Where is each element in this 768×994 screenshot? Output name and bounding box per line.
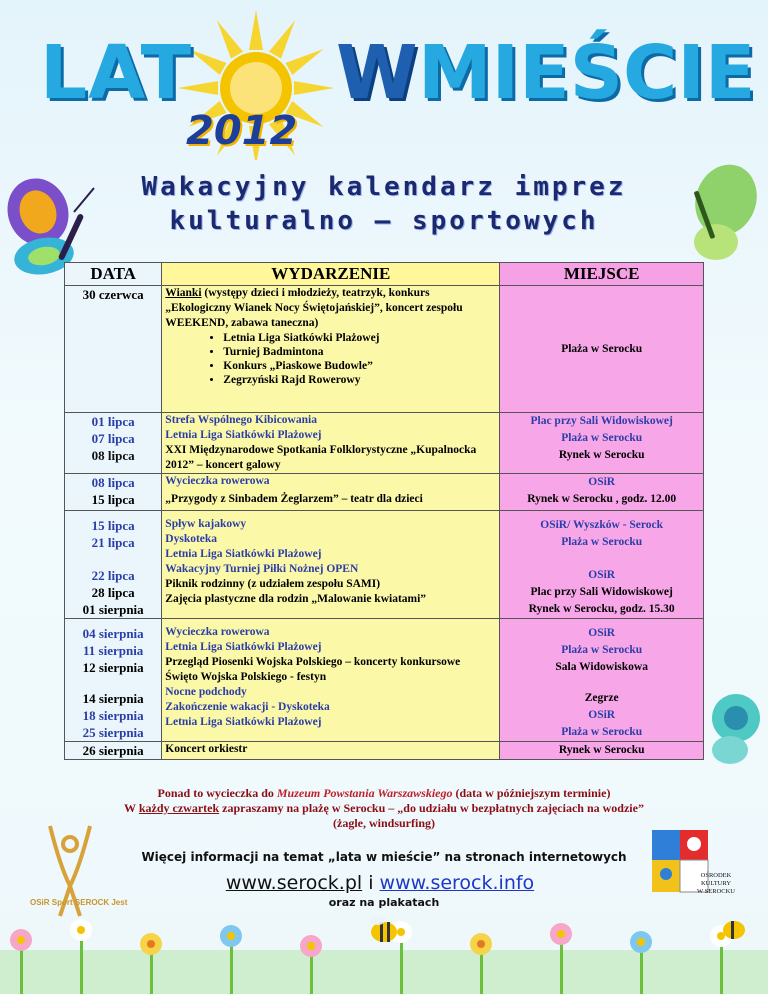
list-item: • Zegrzyński Rajd Rowerowy xyxy=(223,373,496,387)
date: 14 sierpnia xyxy=(82,691,144,706)
note-text: Ponad to wycieczka do xyxy=(157,786,277,800)
event: Nocne podchody xyxy=(165,686,247,698)
event: Letnia Liga Siatkówki Plażowej xyxy=(165,716,322,728)
event: Przegląd Piosenki Wojska Polskiego – koncerty konkursowe xyxy=(165,656,461,668)
banner xyxy=(0,0,768,160)
event: Koncert orkiestr xyxy=(165,743,248,755)
date: 11 sierpnia xyxy=(82,643,144,658)
event-cell xyxy=(162,742,500,760)
event: Święto Wojska Polskiego - festyn xyxy=(165,671,327,683)
table-row xyxy=(65,413,704,474)
event: XXI Międzynarodowe Spotkania Folklorystyczne „Kupalnocka 2012” – koncert galowy xyxy=(165,444,477,471)
place: Plac przy Sali Widowiskowej xyxy=(530,415,673,427)
note-line-2 xyxy=(40,801,728,816)
table-row xyxy=(65,474,704,511)
event: Wakacyjny Turniej Piłki Nożnej OPEN xyxy=(165,563,359,575)
header-date: DATA xyxy=(65,263,162,286)
osir-tag: Sport SEROCK Jest xyxy=(51,898,128,907)
flower-border-icon xyxy=(0,910,768,994)
place-cell xyxy=(500,619,704,742)
ok-line: OŚRODEK xyxy=(700,872,732,879)
date: 25 sierpnia xyxy=(82,725,144,740)
place: OSiR xyxy=(588,476,616,488)
date: 01 sierpnia xyxy=(82,602,144,617)
date-cell xyxy=(65,413,162,474)
events-table xyxy=(64,262,704,760)
place: Sala Widowiskowa xyxy=(555,661,648,673)
osir-logo-text xyxy=(30,898,127,907)
event-cell xyxy=(162,474,500,511)
osrodek-kultury-label xyxy=(688,872,744,896)
event: Letnia Liga Siatkówki Plażowej xyxy=(165,548,322,560)
date: 08 lipca xyxy=(91,448,135,463)
date: 30 czerwca xyxy=(82,287,144,302)
place: Zegrze xyxy=(584,692,619,704)
event: „Przygody z Sinbadem Żeglarzem” – teatr dla dzieci xyxy=(165,493,423,505)
place-cell xyxy=(500,413,704,474)
date: 26 sierpnia xyxy=(82,743,144,758)
event: Zakończenie wakacji - Dyskoteka xyxy=(165,701,330,713)
notes xyxy=(40,786,728,831)
place: OSiR xyxy=(588,569,616,581)
date: 07 lipca xyxy=(91,431,135,446)
date-cell xyxy=(65,286,162,413)
place: Plac przy Sali Widowiskowej xyxy=(530,586,673,598)
place: OSiR xyxy=(588,709,616,721)
place: OSiR xyxy=(588,627,616,639)
bee-icon xyxy=(371,915,397,942)
date: 15 lipca xyxy=(91,492,135,507)
place: Rynek w Serocku , godz. 12.00 xyxy=(527,493,677,505)
date: 15 lipca xyxy=(91,518,135,533)
table-row xyxy=(65,511,704,619)
note-text: W xyxy=(124,801,139,815)
place: Plaża w Serocku xyxy=(561,342,643,355)
event-description: (występy dzieci i młodzieży, teatrzyk, konkurs „Ekologiczny Wianek Nocy Świętojańskiej”, koncert zespołu WEEKEND, zabawa taneczna) xyxy=(165,287,463,329)
note-text: zapraszamy na plażę w Serocku – „do udziału w bezpłatnych zajęciach na wodzie” xyxy=(219,801,644,815)
logo-miescie: MIEŚCIE xyxy=(418,30,756,116)
date-cell xyxy=(65,742,162,760)
info-links xyxy=(180,872,580,894)
list-item: • Turniej Badmintona xyxy=(223,345,496,359)
place: Plaża w Serocku xyxy=(561,644,643,656)
info-footer: oraz na plakatach xyxy=(328,896,440,909)
date: 08 lipca xyxy=(91,475,135,490)
link-separator: i xyxy=(362,872,380,894)
date: 22 lipca xyxy=(91,568,135,583)
date: 01 lipca xyxy=(91,414,135,429)
date-cell xyxy=(65,474,162,511)
event: Dyskoteka xyxy=(165,533,218,545)
table-row xyxy=(65,619,704,742)
note-text: (data w późniejszym terminie) xyxy=(452,786,611,800)
event: Spływ kajakowy xyxy=(165,518,247,530)
place: OSiR/ Wyszków - Serock xyxy=(540,519,664,531)
event: Zajęcia plastyczne dla rodzin „Malowanie kwiatami” xyxy=(165,593,427,605)
butterfly-icon-small xyxy=(706,690,766,770)
event-cell xyxy=(162,413,500,474)
butterfly-icon-right xyxy=(676,150,766,270)
note-emphasis: każdy czwartek xyxy=(138,801,220,815)
place: Rynek w Serocku xyxy=(558,449,645,461)
ok-line: W SEROCKU xyxy=(697,888,735,895)
info-text: Więcej informacji na temat „lata w mieście” na stronach internetowych xyxy=(141,850,627,864)
table-row xyxy=(65,742,704,760)
date-cell xyxy=(65,619,162,742)
logo-w: W xyxy=(336,30,418,116)
place-cell xyxy=(500,474,704,511)
sub-event-list xyxy=(165,331,496,387)
date: 04 sierpnia xyxy=(82,626,144,641)
list-item: • Konkurs „Piaskowe Budowle” xyxy=(223,359,496,373)
header-place: MIEJSCE xyxy=(500,263,704,286)
event-cell xyxy=(162,511,500,619)
event-title: Wianki xyxy=(165,287,202,299)
event-cell xyxy=(162,286,500,413)
ok-line: KULTURY xyxy=(700,880,732,887)
table-row xyxy=(65,286,704,413)
place: Plaża w Serocku xyxy=(561,432,643,444)
osir-brand: OSiR xyxy=(30,898,50,907)
event-cell xyxy=(162,619,500,742)
page-title xyxy=(100,170,668,238)
date: 18 sierpnia xyxy=(82,708,144,723)
date-cell xyxy=(65,511,162,619)
place: Plaża w Serocku xyxy=(561,726,643,738)
place: Plaża w Serocku xyxy=(561,536,643,548)
place: Rynek w Serocku, godz. 15.30 xyxy=(528,603,675,615)
museum-name: Muzeum Powstania Warszawskiego xyxy=(276,786,453,800)
header-event: WYDARZENIE xyxy=(162,263,500,286)
link-serock-info[interactable]: www.serock.info xyxy=(379,872,535,894)
title-line-2: kulturalno – sportowych xyxy=(169,206,599,236)
event: Letnia Liga Siatkówki Plażowej xyxy=(165,429,322,441)
date: 28 lipca xyxy=(91,585,135,600)
place: Rynek w Serocku xyxy=(558,744,645,756)
link-serock-pl[interactable]: www.serock.pl xyxy=(225,872,363,894)
date: 12 sierpnia xyxy=(82,660,144,675)
event: Piknik rodzinny (z udziałem zespołu SAMI) xyxy=(165,578,381,590)
event: Letnia Liga Siatkówki Plażowej xyxy=(165,641,322,653)
logo-lat: LAT xyxy=(40,30,193,116)
place-cell xyxy=(500,286,704,413)
event: Strefa Wspólnego Kibicowania xyxy=(165,414,317,426)
note-line-1 xyxy=(40,786,728,801)
title-line-1: Wakacyjny kalendarz imprez xyxy=(141,172,627,202)
list-item: • Letnia Liga Siatkówki Plażowej xyxy=(223,331,496,345)
event: Wycieczka rowerowa xyxy=(165,626,270,638)
place-cell xyxy=(500,511,704,619)
logo-year: 2012 xyxy=(186,108,298,154)
note-line-3: (żagle, windsurfing) xyxy=(333,816,435,830)
place-cell xyxy=(500,742,704,760)
date: 21 lipca xyxy=(91,535,135,550)
event: Wycieczka rowerowa xyxy=(165,475,270,487)
table-header-row xyxy=(65,263,704,286)
